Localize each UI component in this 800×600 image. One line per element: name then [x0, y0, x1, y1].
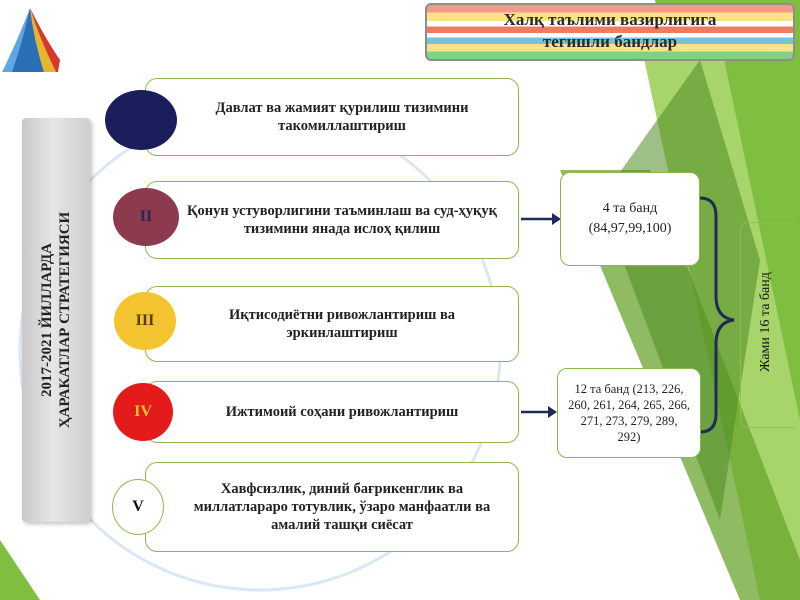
strategy-title-line1: 2017-2021 ЙИЛЛАРДА: [39, 243, 55, 397]
badge-2-numeral: II: [139, 208, 153, 225]
items-box-2-line1: 4 та банд: [602, 201, 658, 216]
direction-text-5: Хавфсизлик, диний бағрикенглик ва миллатлараро тотувлик, ўзаро манфаатли ва амалий ташқи сиёсат: [193, 481, 491, 533]
strategy-title-line2: ҲАРАКАТЛАР СТРАТЕГИЯСИ: [57, 211, 73, 429]
items-box-4: [557, 368, 701, 458]
direction-text-3: Иқтисодиётни ривожлантириш ва эркинлаштириш: [228, 307, 456, 341]
direction-text-2: Қонун устуворлигини таъминлаш ва суд-ҳуқуқ тизимини янада ислоҳ қилиш: [187, 203, 497, 237]
direction-text-4: Ижтимоий соҳани ривожлантириш: [225, 404, 459, 420]
badge-4-numeral: IV: [134, 403, 152, 420]
badge-5-numeral: V: [132, 498, 144, 515]
header-line1: Халқ таълими вазирлигига: [503, 10, 717, 29]
items-box-4-text: 12 та банд (213, 226, 260, 261, 264, 265, 266, 271, 273, 279, 289, 292): [568, 382, 690, 444]
arrow-icon-4: [521, 406, 557, 418]
badge-1-numeral: I: [137, 111, 145, 128]
total-label: Жами 16 та банд: [758, 272, 773, 372]
brace-icon: [700, 198, 734, 432]
direction-text-1: Давлат ва жамият қурилиш тизимини такомиллаштириш: [215, 100, 469, 134]
badge-3-numeral: III: [135, 312, 155, 329]
items-box-2-line2: (84,97,99,100): [588, 221, 672, 236]
arrow-icon-2: [521, 213, 561, 225]
header-line2: тегишли бандлар: [542, 32, 678, 51]
items-box-2: [560, 172, 700, 266]
